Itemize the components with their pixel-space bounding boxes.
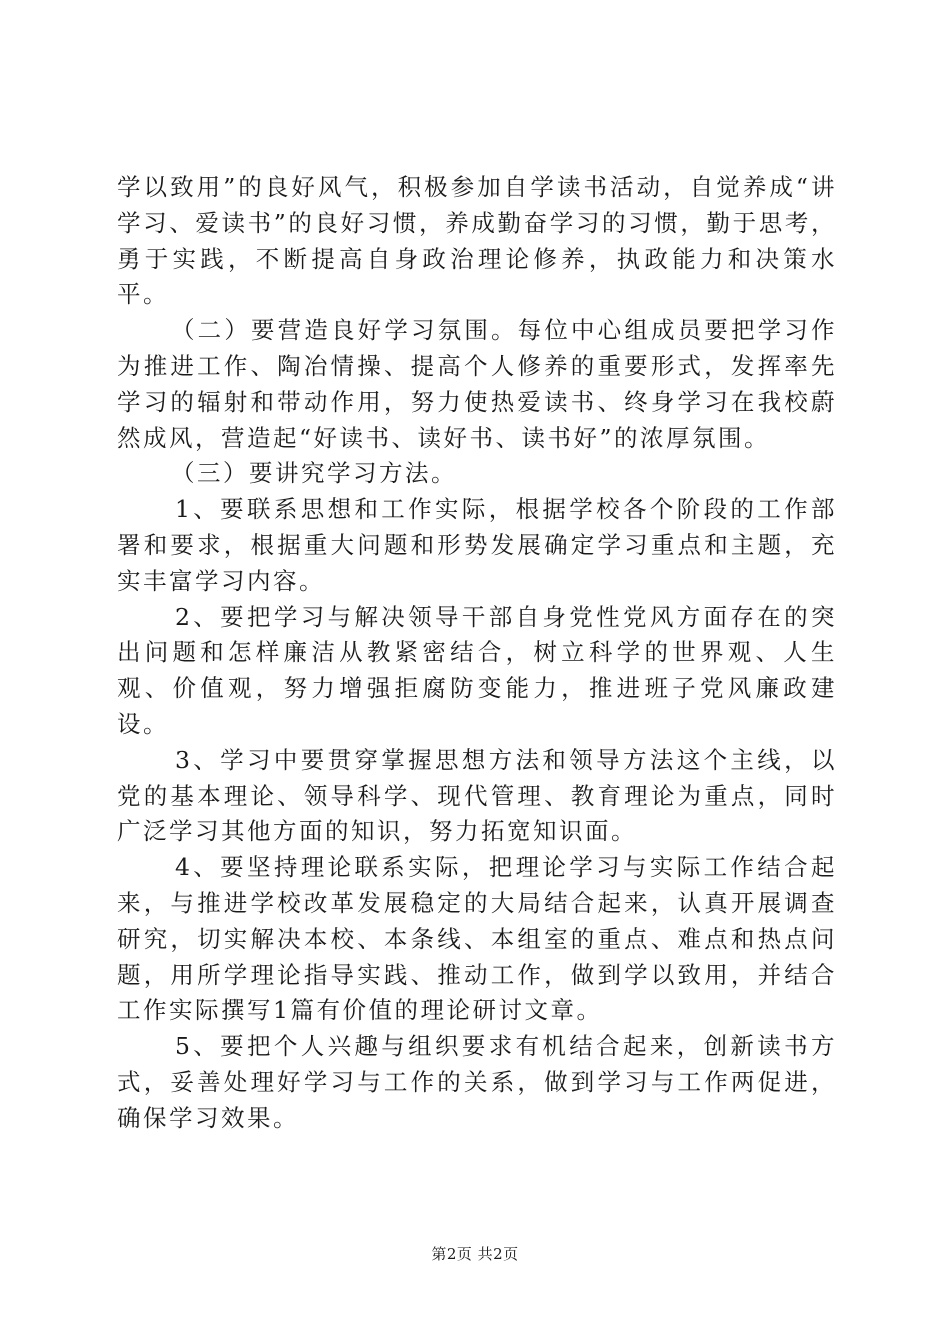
paragraph-section-three-heading: （三）要讲究学习方法。 — [171, 459, 457, 488]
page-number-footer: 第2页 共2页 — [431, 1245, 519, 1263]
paragraph-continuation: 学以致用”的良好风气，积极参加自学读书活动，自觉养成“讲学习、爱读书”的良好习惯，养成勤奋学习的习惯，勤于思考，勇于实践，不断提高自身政治理论修养，执政能力和决策水平。 — [117, 173, 837, 309]
paragraph-item-2: 2、要把学习与解决领导干部自身党性党风方面存在的突出问题和怎样廉洁从教紧密结合，树立科学的世界观、人生观、价值观，努力增强拒腐防变能力，推进班子党风廉政建设。 — [117, 602, 837, 738]
document-body — [117, 170, 837, 1137]
paragraph-item-5: 5、要把个人兴趣与组织要求有机结合起来，创新读书方式，妥善处理好学习与工作的关系，做到学习与工作两促进，确保学习效果。 — [117, 1032, 837, 1132]
paragraph-section-two: （二）要营造良好学习氛围。每位中心组成员要把学习作为推进工作、陶冶情操、提高个人修养的重要形式，发挥率先学习的辐射和带动作用，努力使热爱读书、终身学习在我校蔚然成风，营造起“好读书、读好书、读书好”的浓厚氛围。 — [117, 316, 837, 452]
paragraph-item-1: 1、要联系思想和工作实际，根据学校各个阶段的工作部署和要求，根据重大问题和形势发展确定学习重点和主题，充实丰富学习内容。 — [117, 495, 837, 595]
paragraph-item-4: 4、要坚持理论联系实际，把理论学习与实际工作结合起来，与推进学校改革发展稳定的大局结合起来，认真开展调查研究，切实解决本校、本条线、本组室的重点、难点和热点问题，用所学理论指导实践、推动工作，做到学以致用，并结合工作实际撰写1篇有价值的理论研讨文章。 — [117, 853, 837, 1025]
paragraph-item-3: 3、学习中要贯穿掌握思想方法和领导方法这个主线，以党的基本理论、领导科学、现代管理、教育理论为重点，同时广泛学习其他方面的知识，努力拓宽知识面。 — [117, 745, 837, 846]
